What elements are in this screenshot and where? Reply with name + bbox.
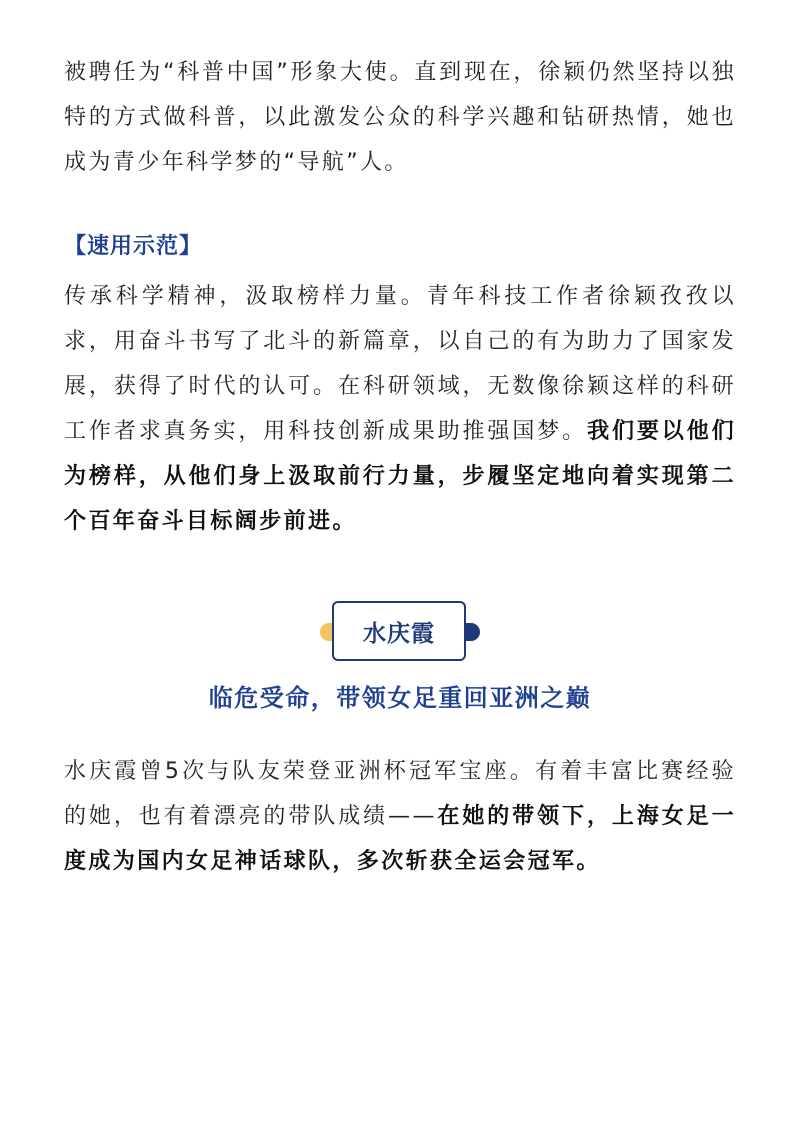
paragraph-3-text: 水庆霞曾5次与队友荣登亚洲杯冠军宝座。有着丰富比赛经验的她，也有着漂亮的带队成绩—— [64, 759, 736, 829]
paragraph-2-text: 传承科学精神，汲取榜样力量。青年科技工作者徐颖孜孜以求，用奋斗书写了北斗的新篇章，以自己的有为助力了国家发展，获得了时代的认可。在科研领域，无数像徐颖这样的科研工作者求真务实，用科技创新成果助推强国梦。 [64, 284, 736, 444]
person-name: 水庆霞 [363, 620, 435, 647]
paragraph-3 [64, 749, 736, 884]
paragraph-1-text: 被聘任为“科普中国”形象大使。直到现在，徐颖仍然坚持以独特的方式做科普，以此激发公众的科学兴趣和钻研热情，她也成为青少年科学梦的“导航”人。 [64, 60, 736, 175]
right-half-circle-decoration [466, 623, 480, 641]
paragraph-2-bold: 我们要以他们为榜样，从他们身上汲取前行力量，步履坚定地向着实现第二个百年奋斗目标阔步前进。 [64, 419, 736, 534]
section-subtitle: 临危受命，带领女足重回亚洲之巅 [208, 684, 592, 712]
paragraph-2 [64, 274, 736, 544]
person-name-box [332, 601, 466, 661]
section-tag: 【速用示范】 [64, 234, 203, 259]
paragraph-3-bold: 在她的带领下，上海女足一度成为国内女足神话球队，多次斩获全运会冠军。 [64, 804, 736, 874]
paragraph-1 [64, 50, 736, 185]
